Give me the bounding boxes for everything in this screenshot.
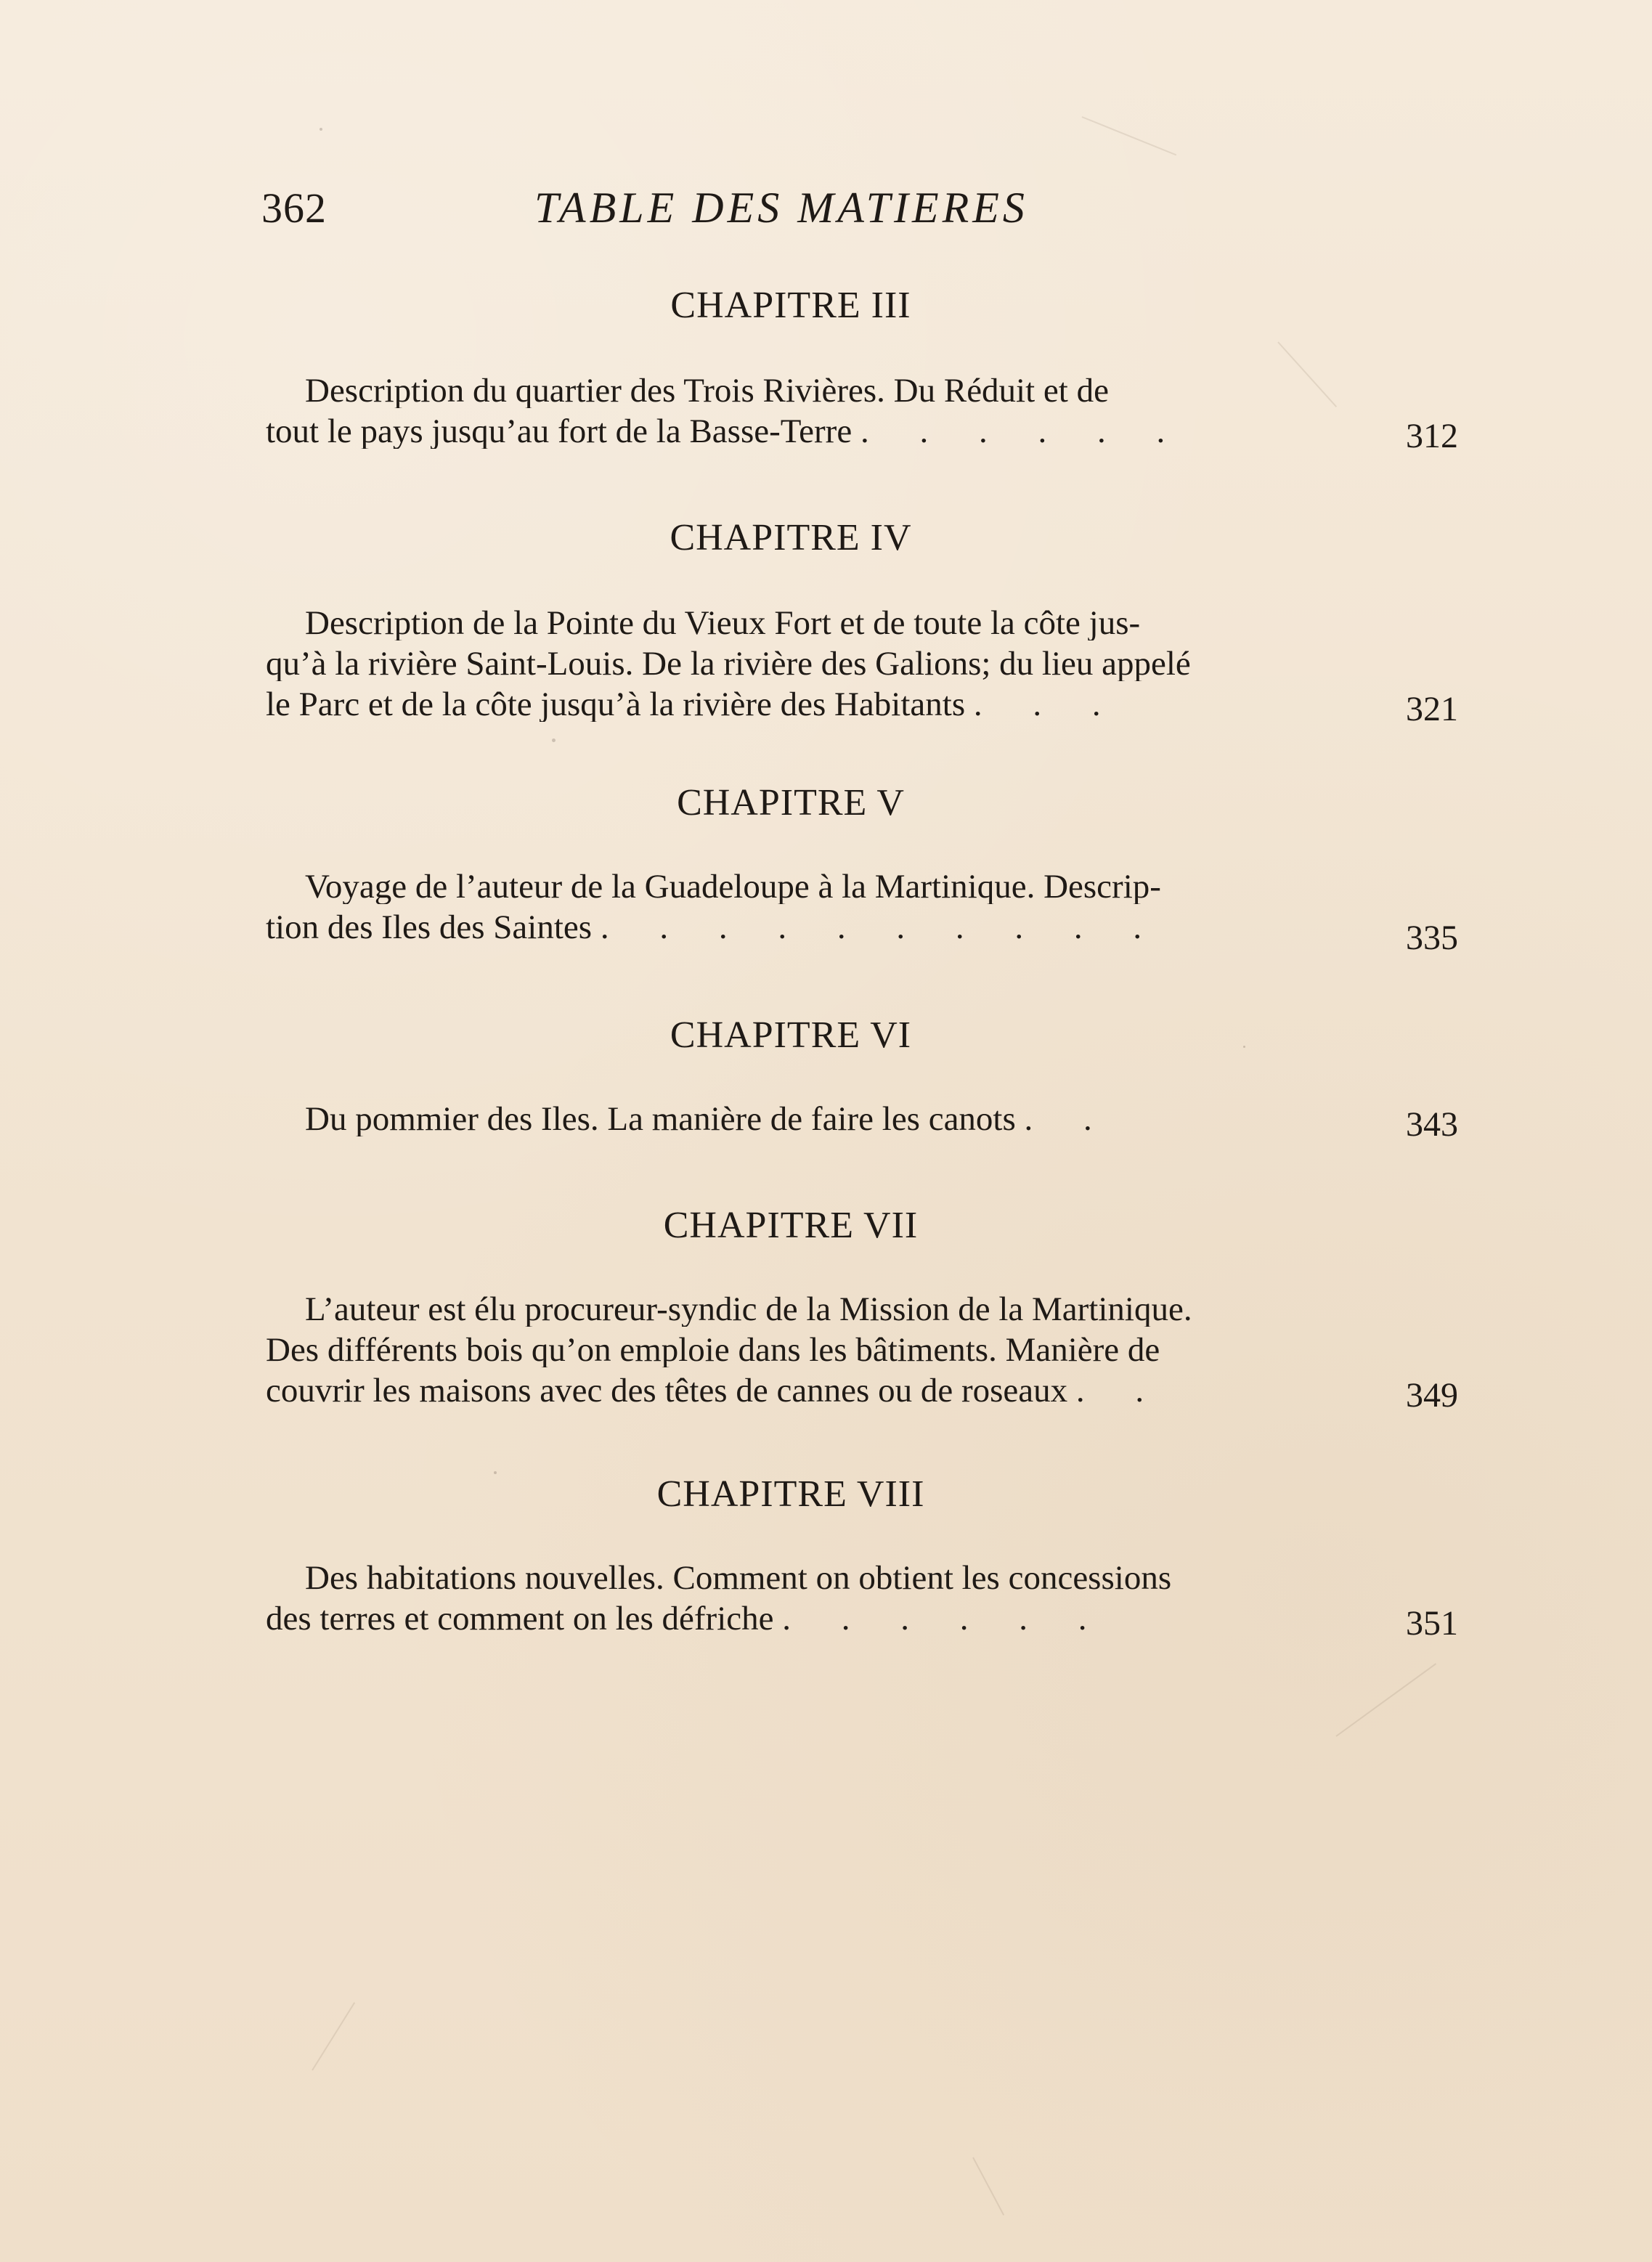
page-reference: 335 <box>1406 919 1458 957</box>
page-reference: 343 <box>1406 1105 1458 1144</box>
entry-description-line: Description de la Pointe du Vieux Fort et de toute la côte jus- <box>305 606 1141 640</box>
dot-leader: . . . . . . <box>860 415 1187 449</box>
page-reference: 321 <box>1406 690 1458 728</box>
chapter-heading: CHAPITRE VII <box>663 1205 919 1246</box>
chapter-heading: CHAPITRE VIII <box>656 1473 925 1515</box>
page-reference: 312 <box>1406 417 1458 455</box>
entry-description-text: tout le pays jusqu’au fort de la Basse-Terre <box>266 415 853 449</box>
dot-leader: . . <box>1075 1374 1165 1408</box>
page-number: 362 <box>261 184 327 232</box>
entry-description-line: L’auteur est élu procureur-syndic de la Mission de la Martinique. <box>305 1293 1192 1327</box>
chapter-heading: CHAPITRE IV <box>670 517 912 558</box>
entry-description-line: qu’à la rivière Saint-Louis. De la rivière des Galions; du lieu appelé <box>266 647 1191 681</box>
entry-description-text: Du pommier des Iles. La manière de faire les canots <box>305 1102 1016 1136</box>
entry-description-line: Description du quartier des Trois Rivières. Du Réduit et de <box>305 374 1109 408</box>
paper-fiber <box>972 2157 1004 2216</box>
paper-speck <box>320 128 322 131</box>
entry-description-text: tion des Iles des Saintes <box>266 911 593 945</box>
dot-leader: . . <box>1024 1102 1113 1136</box>
chapter-heading: CHAPITRE VI <box>670 1014 912 1056</box>
running-title: TABLE DES MATIERES <box>534 184 1028 232</box>
entry-description-line: Des habitations nouvelles. Comment on obtient les concessions <box>305 1561 1172 1595</box>
entry-description-line <box>266 911 1370 945</box>
paper-fiber <box>312 2002 355 2070</box>
dot-leader: . . . . . . <box>782 1602 1108 1636</box>
entry-description-line: Des différents bois qu’on emploie dans les bâtiments. Manière de <box>266 1333 1160 1367</box>
entry-description-line <box>266 415 1370 449</box>
entry-description-text: le Parc et de la côte jusqu’à la rivière des Habitants <box>266 688 966 722</box>
page-reference: 351 <box>1406 1604 1458 1643</box>
entry-description-line <box>266 1602 1370 1636</box>
entry-description-line: Voyage de l’auteur de la Guadeloupe à la Martinique. Descrip- <box>305 870 1161 904</box>
paper-speck <box>552 739 556 742</box>
dot-leader: . . . <box>973 688 1122 722</box>
chapter-heading: CHAPITRE III <box>670 285 911 326</box>
entry-description-text: des terres et comment on les défriche <box>266 1602 774 1636</box>
paper-speck <box>494 1471 497 1474</box>
chapter-heading: CHAPITRE V <box>677 782 905 823</box>
paper-speck <box>1243 1046 1245 1048</box>
entry-description-line <box>266 688 1370 722</box>
entry-description-text: couvrir les maisons avec des têtes de cannes ou de roseaux <box>266 1374 1068 1408</box>
dot-leader: . . . . . . . . . . <box>600 911 1163 945</box>
entry-description-line <box>266 1374 1370 1408</box>
page-reference: 349 <box>1406 1376 1458 1415</box>
paper-fiber <box>1082 116 1177 155</box>
page-header <box>261 184 1336 253</box>
entry-description-line <box>305 1102 1370 1136</box>
paper-fiber <box>1335 1663 1436 1737</box>
